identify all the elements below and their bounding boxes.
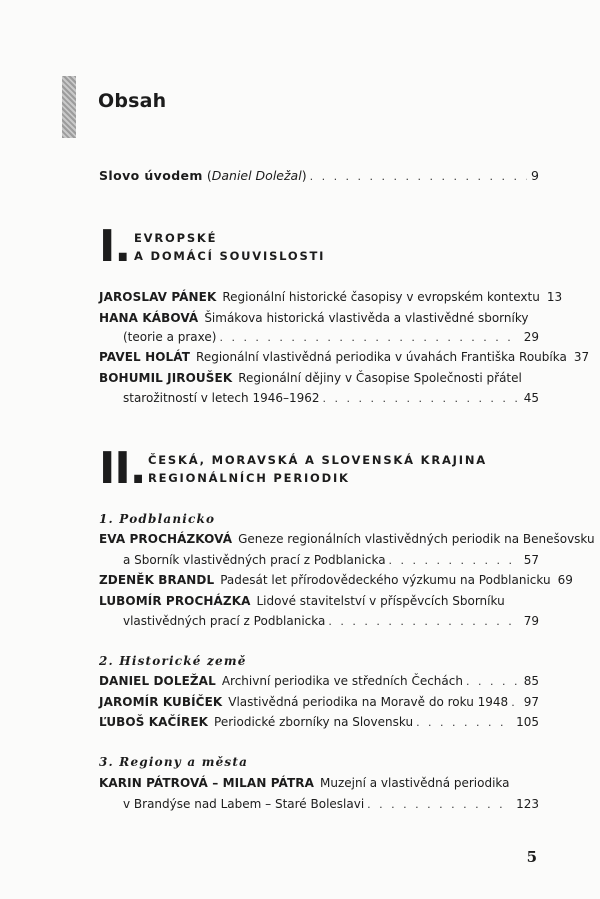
- entry-title: Regionální dějiny v Časopise Společnosti přátel: [238, 371, 522, 385]
- subsection-heading: 3. Regiony a města: [99, 755, 249, 769]
- entry-author: LUBOMÍR PROCHÁZKA: [99, 594, 251, 608]
- intro-paren-close: ): [301, 168, 307, 183]
- section-title-line2: A DOMÁCÍ SOUVISLOSTI: [134, 249, 326, 263]
- toc-entry: [99, 349, 590, 366]
- entry-author: PAVEL HOLÁT: [99, 350, 191, 364]
- toc-entry: [99, 572, 573, 589]
- toc-entry: [99, 593, 539, 609]
- page-number: 97: [523, 695, 539, 709]
- entry-author: HANA KÁBOVÁ: [99, 311, 199, 325]
- page-number: 13: [546, 290, 563, 304]
- toc-entry-continuation: [123, 552, 539, 569]
- entry-title-cont: starožitností v letech 1946–1962: [123, 391, 320, 405]
- page-number: 37: [573, 350, 590, 364]
- entry-title: Geneze regionálních vlastivědných periodik na Benešovsku: [238, 532, 595, 546]
- entry-title-cont: (teorie a praxe): [123, 330, 217, 344]
- page-title: Obsah: [98, 90, 167, 112]
- entry-title-cont: a Sborník vlastivědných prací z Podblanicka: [123, 553, 386, 567]
- section-title-line2: REGIONÁLNÍCH PERIODIK: [148, 471, 350, 485]
- entry-author: ZDENĚK BRANDL: [99, 573, 215, 587]
- entry-author: BOHUMIL JIROUŠEK: [99, 371, 233, 385]
- leader-dots: [511, 695, 520, 711]
- section-title-line1: ČESKÁ, MORAVSKÁ A SLOVENSKÁ KRAJINA: [148, 453, 487, 467]
- entry-author: JAROMÍR KUBÍČEK: [99, 695, 223, 709]
- entry-title: Padesát let přírodovědeckého výzkumu na Podblanicku: [220, 573, 551, 587]
- subsection-heading: 1. Podblanicko: [99, 512, 216, 526]
- toc-entry: [99, 694, 539, 711]
- page-number: 29: [523, 330, 539, 344]
- section-number: II.: [99, 443, 146, 494]
- entry-title: Periodické zborníky na Slovensku: [214, 715, 414, 729]
- leader-dots: [219, 330, 519, 346]
- page-folio: 5: [526, 848, 537, 866]
- leader-dots: [416, 715, 512, 731]
- leader-dots: [310, 169, 527, 185]
- leader-dots: [323, 391, 520, 407]
- intro-label: Slovo úvodem: [99, 168, 203, 183]
- page-number: 79: [523, 614, 539, 628]
- page-number: 45: [523, 391, 539, 405]
- intro-paren-open: (: [206, 168, 212, 183]
- section-number: I.: [99, 221, 131, 272]
- toc-entry: [99, 531, 595, 547]
- toc-entry: [99, 714, 539, 731]
- section-title-line1: EVROPSKÉ: [134, 231, 218, 245]
- toc-entry-continuation: [123, 796, 539, 813]
- entry-title-cont: v Brandýse nad Labem – Staré Boleslavi: [123, 797, 365, 811]
- toc-entry-continuation: [123, 613, 539, 630]
- toc-entry: [99, 370, 539, 386]
- leader-dots: [466, 674, 520, 690]
- page-number: 123: [516, 797, 539, 811]
- leader-dots: [389, 553, 520, 569]
- page-number: 105: [516, 715, 539, 729]
- entry-title: Regionální historické časopisy v evropském kontextu: [222, 290, 540, 304]
- toc-entry-intro: [99, 168, 539, 185]
- toc-entry: [99, 310, 539, 326]
- entry-title: Lidové stavitelství v příspěvcích Sborníku: [256, 594, 505, 608]
- leader-dots: [328, 614, 519, 630]
- entry-title-cont: vlastivědných prací z Podblanicka: [123, 614, 326, 628]
- page-number: 85: [523, 674, 539, 688]
- page-number: 9: [531, 168, 539, 183]
- toc-entry-continuation: [123, 390, 539, 407]
- decorative-bar: [62, 76, 76, 138]
- entry-title: Regionální vlastivědná periodika v úvahách Františka Roubíka: [196, 350, 567, 364]
- toc-entry: [99, 289, 563, 306]
- leader-dots: [367, 797, 512, 813]
- entry-title: Šimákova historická vlastivěda a vlastivědné sborníky: [204, 311, 529, 325]
- entry-title: Archivní periodika ve středních Čechách: [221, 674, 463, 688]
- entry-author: EVA PROCHÁZKOVÁ: [99, 532, 233, 546]
- toc-entry: [99, 775, 539, 791]
- toc-entry-continuation: [123, 329, 539, 346]
- intro-author: Daniel Doležal: [211, 168, 302, 183]
- subsection-heading: 2. Historické země: [99, 654, 247, 668]
- toc-entry: [99, 673, 539, 690]
- entry-author: JAROSLAV PÁNEK: [99, 290, 217, 304]
- page-number: 57: [523, 553, 539, 567]
- entry-title: Vlastivědná periodika na Moravě do roku 1948: [228, 695, 509, 709]
- entry-author: DANIEL DOLEŽAL: [99, 674, 216, 688]
- entry-author: ĽUBOŠ KAČÍREK: [99, 715, 209, 729]
- entry-title: Muzejní a vlastivědná periodika: [320, 776, 510, 790]
- page-number: 69: [557, 573, 573, 587]
- entry-author: KARIN PÁTROVÁ – MILAN PÁTRA: [99, 776, 315, 790]
